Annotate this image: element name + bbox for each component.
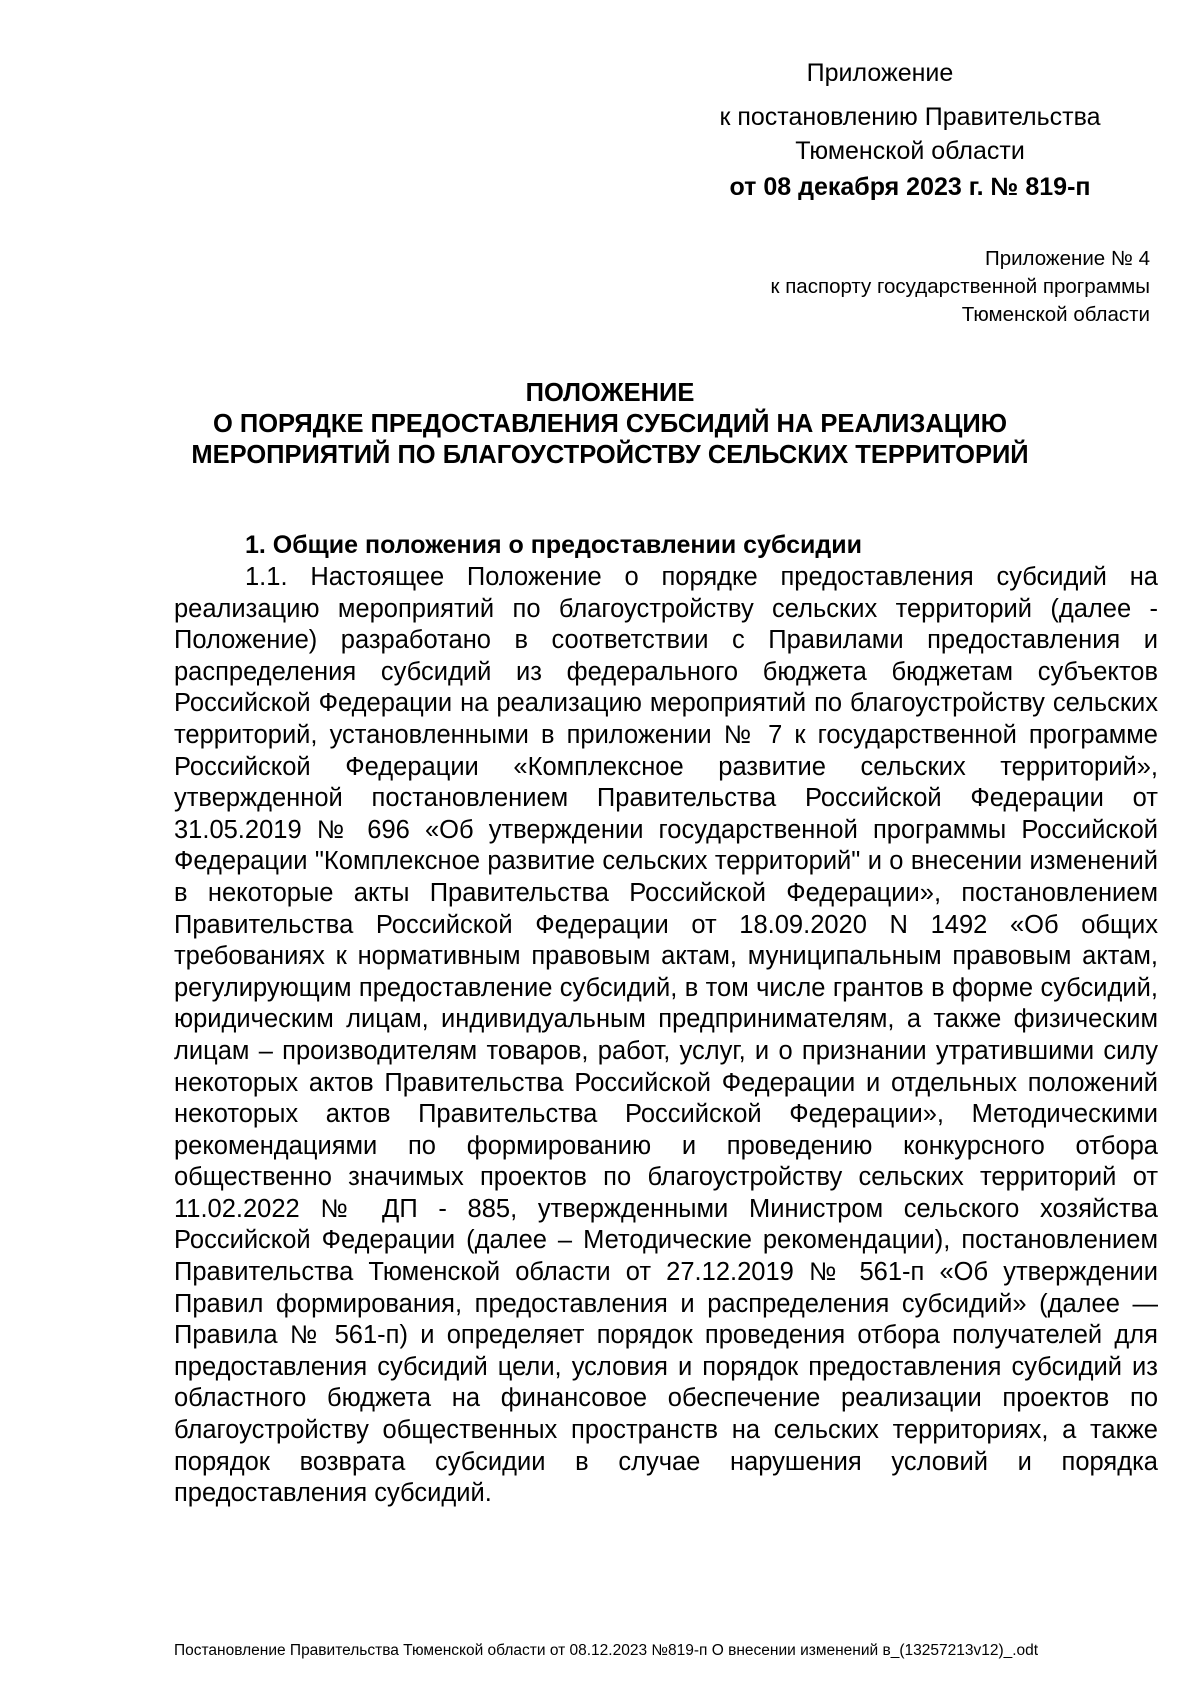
document-title-line1: ПОЛОЖЕНИЕ <box>525 379 695 407</box>
section-heading: 1. Общие положения о предоставлении субсидии <box>245 531 862 559</box>
document-title-line3: МЕРОПРИЯТИЙ ПО БЛАГОУСТРОЙСТВУ СЕЛЬСКИХ ТЕРРИТОРИЙ <box>191 441 1029 469</box>
resolution-date: от 08 декабря 2023 г. № 819-п <box>729 173 1091 201</box>
appendix-reference-line1: к постановлению Правительства <box>719 103 1101 131</box>
program-appendix-note <box>650 245 1150 329</box>
appendix-title: Приложение <box>806 59 954 87</box>
program-appendix-line3: Тюменской области <box>961 303 1150 326</box>
page-footer: Постановление Правительства Тюменской области от 08.12.2023 №819-п О внесении изменений в_(13257213v12)_.odt <box>174 1642 1039 1659</box>
document-title <box>180 378 1040 471</box>
program-appendix-line2: к паспорту государственной программы <box>770 275 1150 298</box>
appendix-reference-line2: Тюменской области <box>795 137 1025 165</box>
document-title-line2: О ПОРЯДКЕ ПРЕДОСТАВЛЕНИЯ СУБСИДИЙ НА РЕАЛИЗАЦИЮ <box>212 410 1008 438</box>
appendix-reference <box>700 100 1120 168</box>
section-paragraph: 1.1. Настоящее Положение о порядке предоставления субсидий на реализацию мероприятий по благоустройству сельских территорий (далее - Положение) разработано в соответствии с Правилами предоставления и распределения субсидий из федерального бюджета бюджетам субъектов Российской Федерации на реализацию мероприятий по благоустройству сельских территорий, установленными в приложении № 7 к государственной программе Российской Федерации «Комплексное развитие сельских территорий», утвержденной постановлением Правительства Российской Федерации от 31.05.2019 № 696 «Об утверждении государственной программы Российской Федерации "Комплексное развитие сельских территорий" и о внесении изменений в некоторые акты Правительства Российской Федерации», постановлением Правительства Российской Федерации от 18.09.2020 N 1492 «Об общих требованиях к нормативным правовым актам, муниципальным правовым актам, регулирующим предоставление субсидий, в том числе грантов в форме субсидий, юридическим лицам, индивидуальным предпринимателям, а также физическим лицам – производителям товаров, работ, услуг, и о признании утратившими силу некоторых актов Правительства Российской Федерации и отдельных положений некоторых актов Правительства Российской Федерации», Методическими рекомендациями по формированию и проведению конкурсного отбора общественно значимых проектов по благоустройству сельских территорий от 11.02.2022 № ДП - 885, утвержденными Министром сельского хозяйства Российской Федерации (далее – Методические рекомендации), постановлением Правительства Тюменской области от 27.12.2019 № 561-п «Об утверждении Правил формирования, предоставления и распределения субсидий» (далее — Правила № 561-п) и определяет порядок проведения отбора получателей для предоставления субсидий цели, условия и порядок предоставления субсидий из областного бюджета на финансовое обеспечение реализации проектов по благоустройству общественных пространств на сельских территориях, а также порядок возврата субсидии в случае нарушения условий и порядка предоставления субсидий. <box>174 563 1158 1508</box>
program-appendix-line1: Приложение № 4 <box>984 247 1150 270</box>
